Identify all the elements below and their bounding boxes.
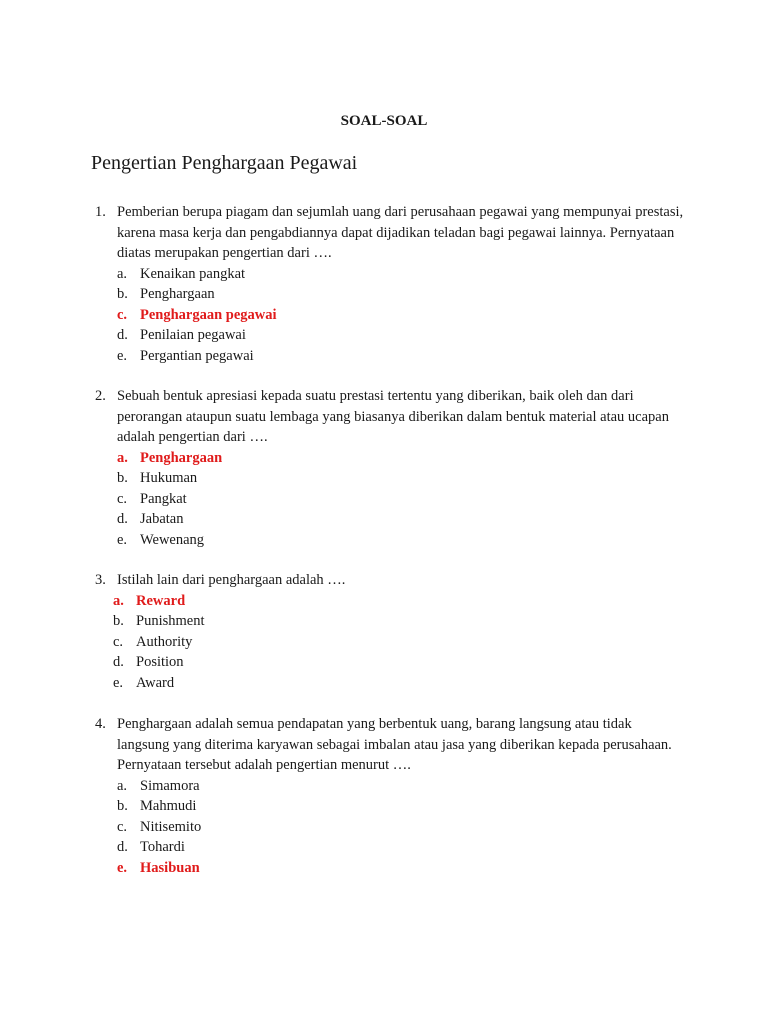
question-number: 1. <box>95 204 106 220</box>
option-letter: a. <box>113 592 124 609</box>
question-number: 2. <box>95 388 106 404</box>
option-list <box>95 776 685 879</box>
option-letter: e. <box>117 531 128 548</box>
option-text: Award <box>136 674 175 691</box>
option-c <box>117 817 685 838</box>
question-2 <box>95 386 685 550</box>
question-3 <box>95 570 685 693</box>
option-letter: c. <box>113 633 124 650</box>
option-text: Kenaikan pangkat <box>140 265 246 282</box>
option-a <box>117 776 685 797</box>
option-letter: b. <box>117 286 128 302</box>
option-e <box>117 530 685 551</box>
option-text: Penilaian pegawai <box>140 327 246 343</box>
option-letter: c. <box>117 490 128 507</box>
option-letter: a. <box>117 777 128 794</box>
option-b <box>117 284 685 305</box>
option-letter: e. <box>113 674 124 691</box>
option-letter: d. <box>117 839 128 855</box>
option-letter: c. <box>117 306 128 323</box>
option-letter: c. <box>117 818 128 835</box>
option-letter: e. <box>117 347 128 364</box>
option-letter: d. <box>117 511 128 527</box>
option-text: Mahmudi <box>140 798 197 814</box>
option-letter: b. <box>117 470 128 486</box>
option-d <box>117 509 685 530</box>
option-text: Hasibuan <box>140 859 200 876</box>
question-1 <box>95 202 685 366</box>
option-text: Wewenang <box>140 531 205 548</box>
question-text: Istilah lain dari penghargaan adalah …. <box>117 572 346 588</box>
option-a <box>113 591 685 612</box>
option-d <box>117 325 685 346</box>
question-text: Penghargaan adalah semua pendapatan yang berbentuk uang, barang langsung atau tidak langsung yang diterima karyawan sebagai imbalan atau jasa yang diberikan kepada perusahaan. Pernyataan tersebut adalah pengertian menurut …. <box>117 716 672 773</box>
option-list <box>95 448 685 551</box>
option-text: Simamora <box>140 777 200 794</box>
option-text: Punishment <box>136 613 205 629</box>
option-e <box>117 346 685 367</box>
option-text: Reward <box>136 592 186 609</box>
option-b <box>113 611 685 632</box>
option-text: Penghargaan pegawai <box>140 306 277 323</box>
option-d <box>113 652 685 673</box>
option-letter: b. <box>117 798 128 814</box>
option-a <box>117 264 685 285</box>
option-c <box>113 632 685 653</box>
option-list <box>95 264 685 367</box>
option-d <box>117 837 685 858</box>
option-e <box>113 673 685 694</box>
option-text: Hukuman <box>140 470 198 486</box>
question-text: Sebuah bentuk apresiasi kepada suatu prestasi tertentu yang diberikan, baik oleh dan dari perorangan ataupun suatu lembaga yang biasanya diberikan dalam bentuk material atau ucapan adalah pengertian dari …. <box>117 388 669 445</box>
option-letter: a. <box>117 265 128 282</box>
option-text: Position <box>136 654 184 670</box>
option-letter: d. <box>113 654 124 670</box>
option-letter: d. <box>117 327 128 343</box>
option-b <box>117 796 685 817</box>
option-text: Tohardi <box>140 839 185 855</box>
question-text: Pemberian berupa piagam dan sejumlah uang dari perusahaan pegawai yang mempunyai prestasi, karena masa kerja dan pengabdiannya dapat dijadikan teladan bagi pegawai lainnya. Pernyataan diatas merupakan pengertian dari …. <box>117 204 684 261</box>
question-4 <box>95 714 685 878</box>
option-c <box>117 305 685 326</box>
option-c <box>117 489 685 510</box>
question-number: 3. <box>95 572 106 588</box>
option-text: Jabatan <box>140 511 184 527</box>
option-a <box>117 448 685 469</box>
section-heading: Pengertian Penghargaan Pegawai <box>91 152 358 174</box>
option-e <box>117 858 685 879</box>
option-list <box>95 591 685 694</box>
page-title: SOAL-SOAL <box>340 113 428 129</box>
option-text: Pergantian pegawai <box>140 347 254 364</box>
option-text: Nitisemito <box>140 818 202 835</box>
option-text: Pangkat <box>140 490 187 507</box>
option-letter: b. <box>113 613 124 629</box>
option-letter: a. <box>117 449 128 466</box>
question-number: 4. <box>95 716 106 732</box>
option-text: Penghargaan <box>140 449 223 466</box>
option-letter: e. <box>117 859 128 876</box>
option-b <box>117 468 685 489</box>
option-text: Penghargaan <box>140 286 215 302</box>
option-text: Authority <box>136 633 193 650</box>
